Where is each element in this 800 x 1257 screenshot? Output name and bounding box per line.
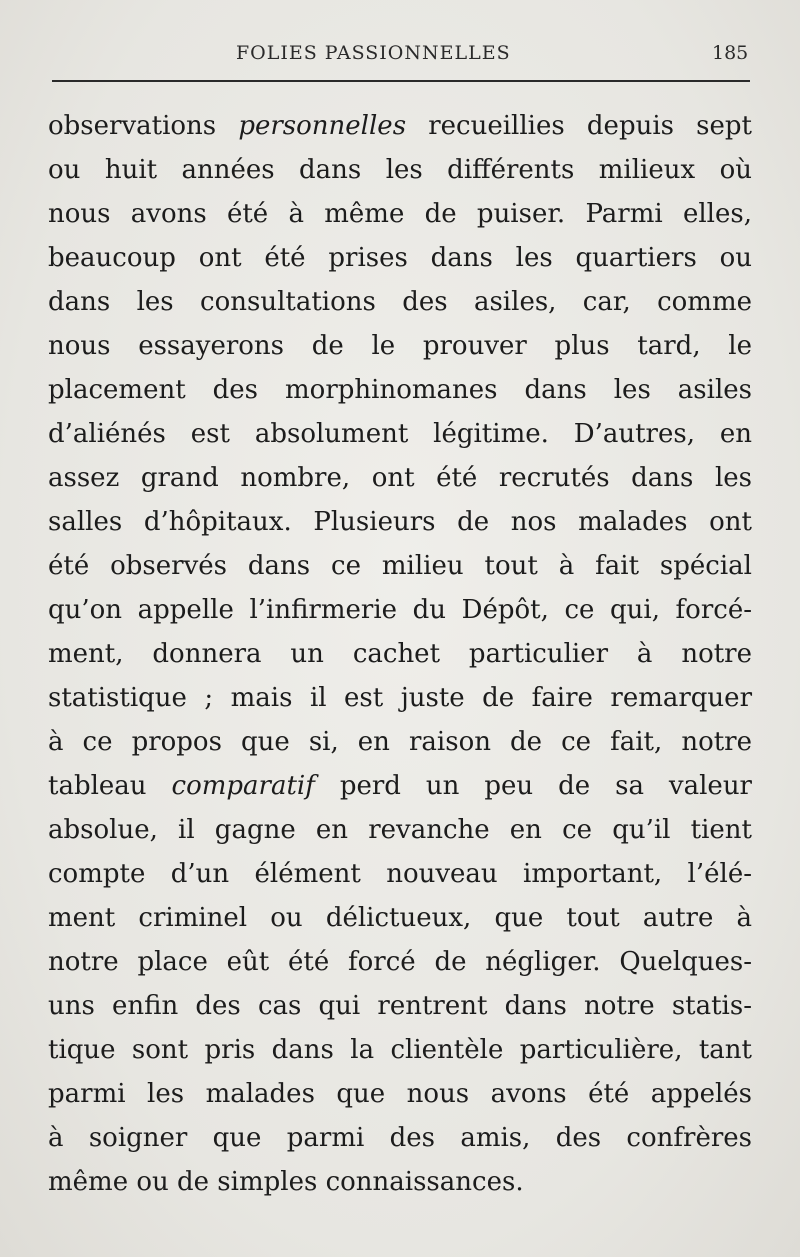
text-segment: salles d’hôpitaux. Plusieurs de nos malades ont bbox=[48, 507, 752, 537]
text-line bbox=[48, 720, 752, 764]
text-segment: parmi les malades que nous avons été appelés bbox=[48, 1079, 752, 1109]
text-segment: été observés dans ce milieu tout à fait spécial bbox=[48, 551, 752, 581]
text-line bbox=[48, 104, 752, 148]
emphasis-text: comparatif bbox=[171, 771, 315, 801]
text-line bbox=[48, 456, 752, 500]
text-line bbox=[48, 896, 752, 940]
text-line bbox=[48, 324, 752, 368]
text-line bbox=[48, 280, 752, 324]
text-line bbox=[48, 500, 752, 544]
text-segment: tableau bbox=[48, 771, 172, 801]
text-line bbox=[48, 148, 752, 192]
text-line bbox=[48, 544, 752, 588]
text-line bbox=[48, 412, 752, 456]
text-segment: tique sont pris dans la clientèle particulière, tant bbox=[48, 1035, 752, 1065]
text-line bbox=[48, 368, 752, 412]
text-segment: perd un peu de sa valeur bbox=[314, 771, 752, 801]
text-segment: à soigner que parmi des amis, des confrères bbox=[48, 1123, 752, 1153]
text-line bbox=[48, 632, 752, 676]
emphasis-text: personnelles bbox=[238, 111, 407, 141]
text-segment: observations bbox=[48, 111, 239, 141]
text-segment: compte d’un élément nouveau important, l’élé- bbox=[48, 859, 752, 889]
text-line bbox=[48, 1028, 752, 1072]
header-rule bbox=[52, 80, 750, 82]
text-segment: placement des morphinomanes dans les asiles bbox=[48, 375, 752, 405]
text-segment: absolue, il gagne en revanche en ce qu’il tient bbox=[48, 815, 752, 845]
running-head: FOLIES PASSIONNELLES bbox=[236, 42, 511, 64]
text-segment: uns enfin des cas qui rentrent dans notre statis- bbox=[48, 991, 752, 1021]
text-line bbox=[48, 192, 752, 236]
text-line bbox=[48, 764, 752, 808]
text-line bbox=[48, 940, 752, 984]
text-segment: nous essayerons de le prouver plus tard, le bbox=[48, 331, 752, 361]
text-line bbox=[48, 1116, 752, 1160]
text-line bbox=[48, 808, 752, 852]
text-segment: recueillies depuis sept bbox=[406, 111, 752, 141]
text-line bbox=[48, 852, 752, 896]
text-segment: même ou de simples connaissances. bbox=[48, 1167, 524, 1197]
body-text bbox=[48, 104, 752, 1204]
text-line bbox=[48, 1072, 752, 1116]
text-segment: ment, donnera un cachet particulier à notre bbox=[48, 639, 752, 669]
text-segment: ou huit années dans les différents milieux où bbox=[48, 155, 752, 185]
text-line bbox=[48, 588, 752, 632]
text-line bbox=[48, 984, 752, 1028]
text-segment: dans les consultations des asiles, car, comme bbox=[48, 287, 752, 317]
text-segment: beaucoup ont été prises dans les quartiers ou bbox=[48, 243, 752, 273]
page-number: 185 bbox=[712, 42, 749, 64]
text-segment: nous avons été à même de puiser. Parmi elles, bbox=[48, 199, 752, 229]
text-segment: notre place eût été forcé de négliger. Quelques- bbox=[48, 947, 752, 977]
text-line bbox=[48, 236, 752, 280]
text-segment: d’aliénés est absolument légitime. D’autres, en bbox=[48, 419, 752, 449]
text-segment: à ce propos que si, en raison de ce fait, notre bbox=[48, 727, 752, 757]
text-segment: ment criminel ou délictueux, que tout autre à bbox=[48, 903, 752, 933]
text-line bbox=[48, 676, 752, 720]
text-segment: statistique ; mais il est juste de faire remarquer bbox=[48, 683, 752, 713]
text-segment: qu’on appelle l’infirmerie du Dépôt, ce qui, forcé- bbox=[48, 595, 752, 625]
text-line bbox=[48, 1160, 752, 1204]
text-segment: assez grand nombre, ont été recrutés dans les bbox=[48, 463, 752, 493]
